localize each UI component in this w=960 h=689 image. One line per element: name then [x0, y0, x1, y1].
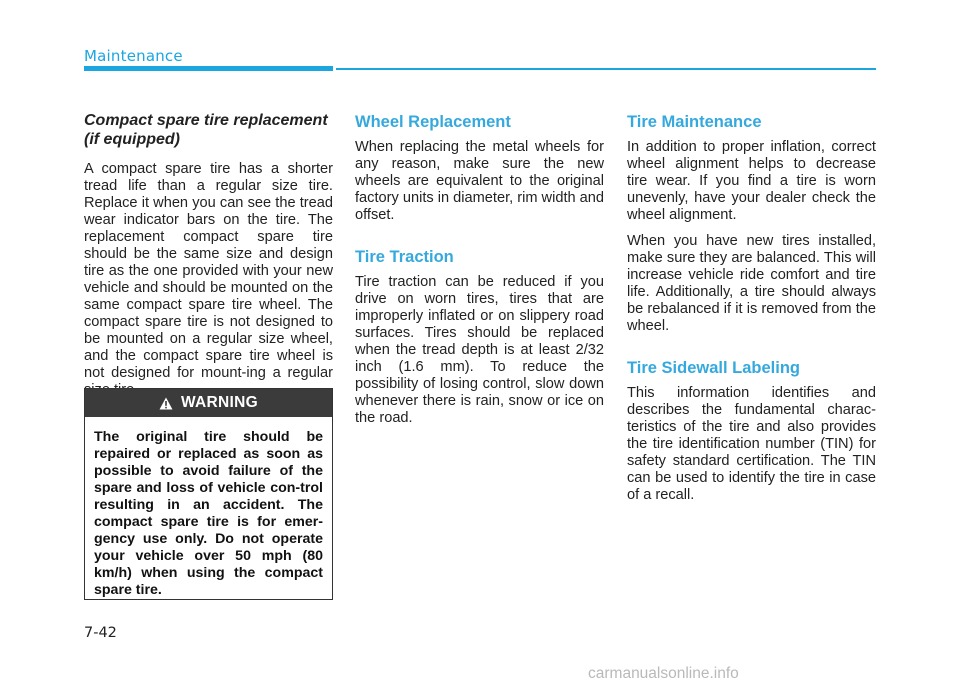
header-title: Maintenance — [84, 47, 183, 65]
subhead-line1: Compact spare tire replacement — [84, 112, 328, 129]
warning-header — [85, 389, 332, 417]
left-column — [84, 108, 333, 408]
subhead-line2: (if equipped) — [84, 131, 180, 148]
subhead-compact-spare — [84, 111, 333, 149]
section-title-sidewall-labeling: Tire Sidewall Labeling — [627, 359, 800, 377]
tire-maintenance-paragraph-2: When you have new tires installed, make sure they are balanced. This will increase vehicle ride comfort and tire life. Additionally, a tire should always be rebalanced if it is removed from the wheel. — [627, 233, 876, 334]
middle-column — [355, 108, 604, 436]
right-column — [627, 108, 876, 513]
section-title-tire-maintenance: Tire Maintenance — [627, 113, 762, 131]
header-rule-thick — [84, 66, 333, 71]
page-number: 7-42 — [84, 625, 117, 641]
watermark: carmanualsonline.info — [588, 665, 739, 682]
warning-label: WARNING — [180, 394, 258, 411]
section-title-wheel-replacement: Wheel Replacement — [355, 113, 511, 131]
wheel-replacement-paragraph: When replacing the metal wheels for any reason, make sure the new wheels are equivalent to the original factory units in diameter, rim width and offset. — [355, 139, 605, 223]
header-rule-thin — [336, 68, 876, 70]
tire-maintenance-paragraph-1: In addition to proper inflation, correct wheel alignment helps to decrease tire wear. If you find a tire is worn unevenly, have your dealer check the wheel alignment. — [627, 139, 876, 223]
sidewall-labeling-paragraph: This information identifies and describes the fundamental charac-teristics of the tire and also provides the tire identification number (TIN) for safety standard certification. The TIN can be used to identify the tire in case of a recall. — [627, 385, 876, 503]
warning-box — [84, 388, 333, 600]
warning-triangle-icon — [159, 397, 173, 410]
warning-text: The original tire should be repaired or replaced as soon as possible to avoid failure of the spare and loss of vehicle con-trol resulting in an accident. The compact spare tire is for emer-gency use only. Do not operate your vehicle over 50 mph (80 km/h) when using the compact spare tire. — [94, 429, 323, 598]
compact-spare-paragraph: A compact spare tire has a shorter tread life than a regular size tire. Replace it when you can see the tread wear indicator bars on the tire. The replacement compact spare tire should be the same size and design tire as the one provided with your new vehicle and should be mounted on the same compact spare tire wheel. The compact spare tire is not designed to be mounted on a regular size wheel, and the compact spare tire wheel is not designed for mount-ing a regular — [84, 161, 333, 381]
tire-traction-paragraph: Tire traction can be reduced if you drive on worn tires, tires that are improperly inflated or on slippery road surfaces. Tires should be replaced when the tread depth is at least 2/32 inch (1.6 mm). To reduce the possibility of losing control, slow down whenever there is rain, snow or ice on the road. — [355, 274, 604, 426]
section-title-tire-traction: Tire Traction — [355, 248, 454, 266]
